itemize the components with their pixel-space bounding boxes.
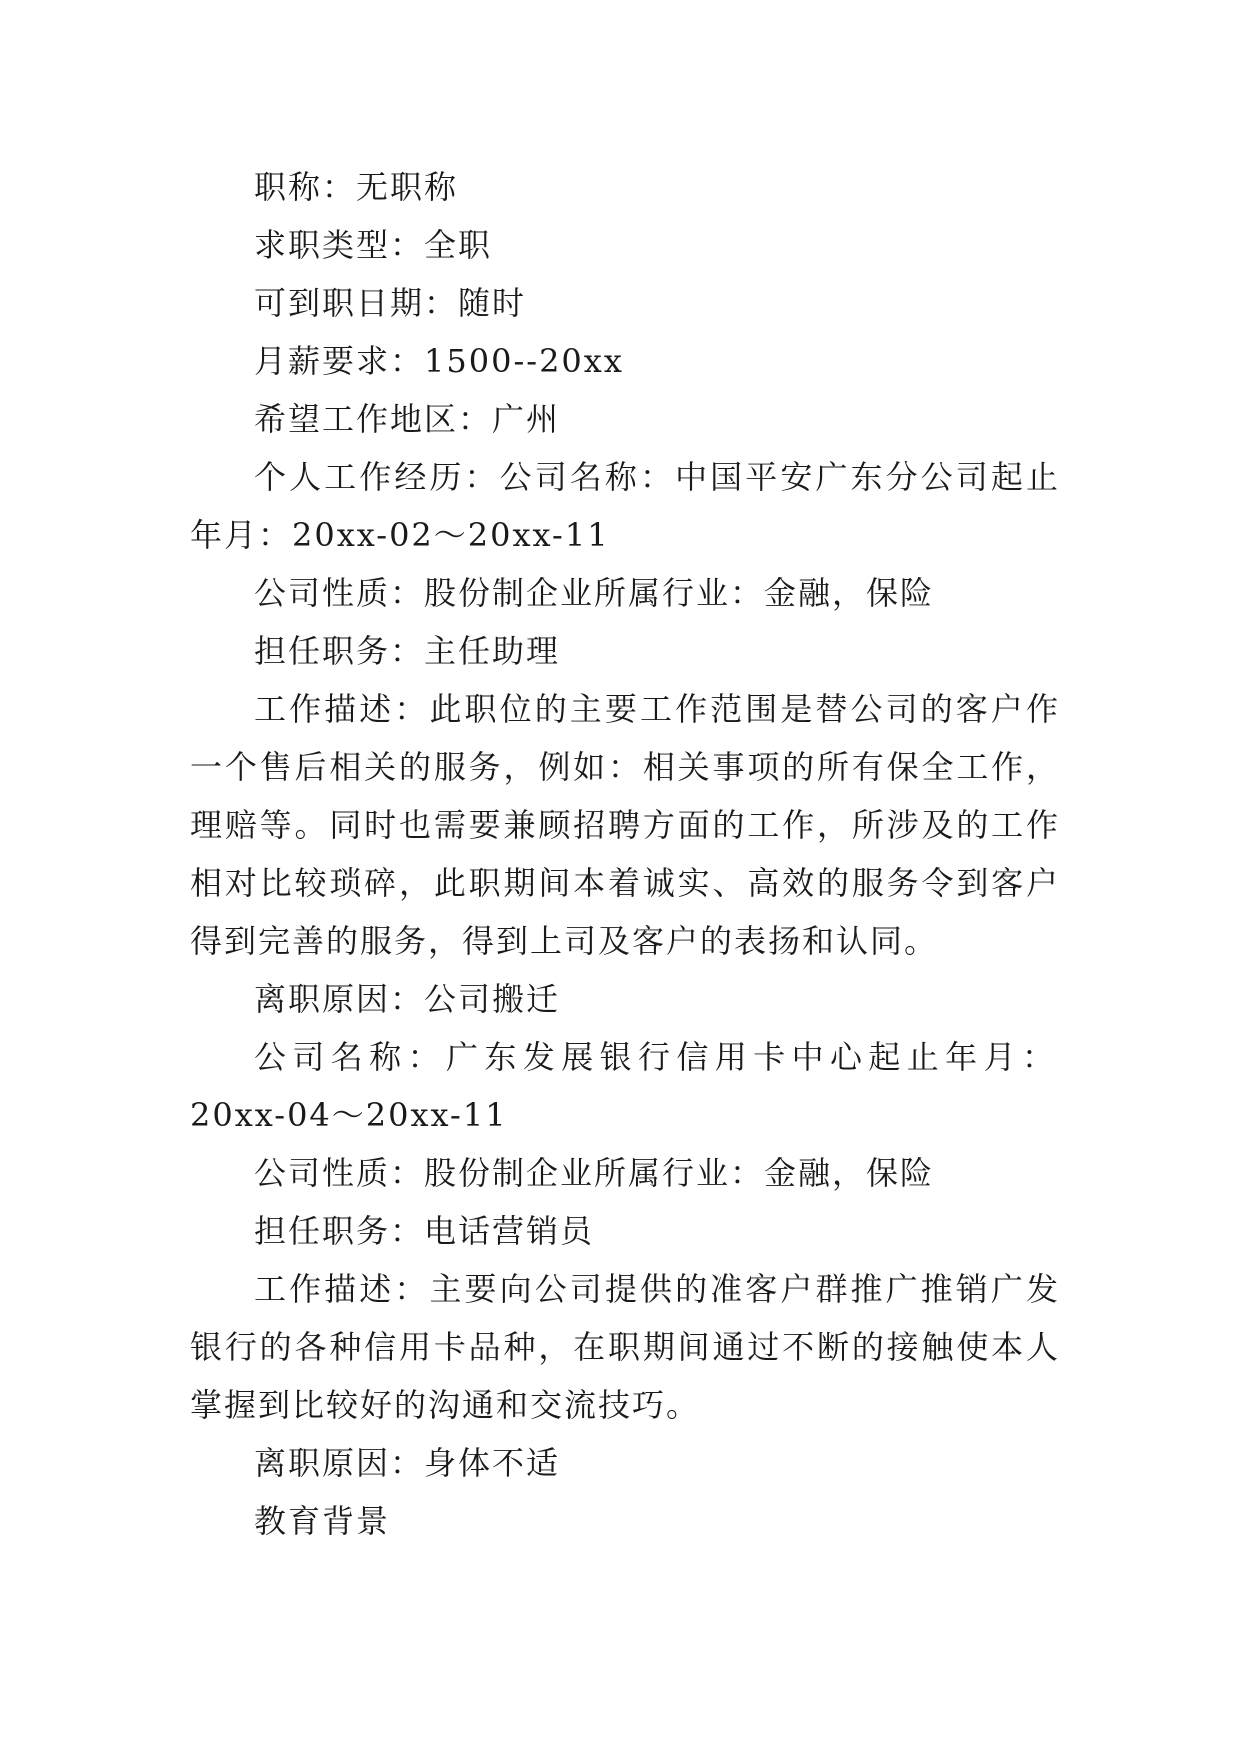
company-1-position-line: 担任职务：主任助理: [254, 632, 561, 670]
company-2-nature-line: 公司性质：股份制企业所属行业：金融，保险: [254, 1154, 935, 1192]
company-2-leave-reason: 离职原因：身体不适: [254, 1444, 561, 1482]
job-type-line: 求职类型：全职: [254, 226, 493, 264]
education-heading: 教育背景: [254, 1502, 391, 1540]
job-title-line: 职称：无职称: [254, 168, 459, 206]
work-history-company-1: 个人工作经历：公司名称：中国平安广东分公司起止年月：20xx-02～20xx-11: [190, 458, 1060, 554]
available-date-line: 可到职日期：随时: [254, 284, 527, 322]
salary-line: 月薪要求：1500--20xx: [254, 342, 624, 380]
company-1-description: 工作描述：此职位的主要工作范围是替公司的客户作一个售后相关的服务，例如：相关事项的所有保全工作，理赔等。同时也需要兼顾招聘方面的工作，所涉及的工作相对比较琐碎，此职期间本着诚实、高效的服务令到客户得到完善的服务，得到上司及客户的表扬和认同。: [190, 690, 1060, 960]
document-body: [190, 158, 1060, 1550]
company-2-description: 工作描述：主要向公司提供的准客户群推广推销广发银行的各种信用卡品种，在职期间通过不断的接触使本人掌握到比较好的沟通和交流技巧。: [190, 1270, 1060, 1424]
company-1-leave-reason: 离职原因：公司搬迁: [254, 980, 561, 1018]
company-2-period-line: 20xx-04～20xx-11: [190, 1096, 508, 1134]
company-1-nature-line: 公司性质：股份制企业所属行业：金融，保险: [254, 574, 935, 612]
company-2-position-line: 担任职务：电话营销员: [254, 1212, 595, 1250]
company-2-name-line: 公司名称：广东发展银行信用卡中心起止年月：: [254, 1038, 1060, 1076]
desired-location-line: 希望工作地区：广州: [254, 400, 561, 438]
